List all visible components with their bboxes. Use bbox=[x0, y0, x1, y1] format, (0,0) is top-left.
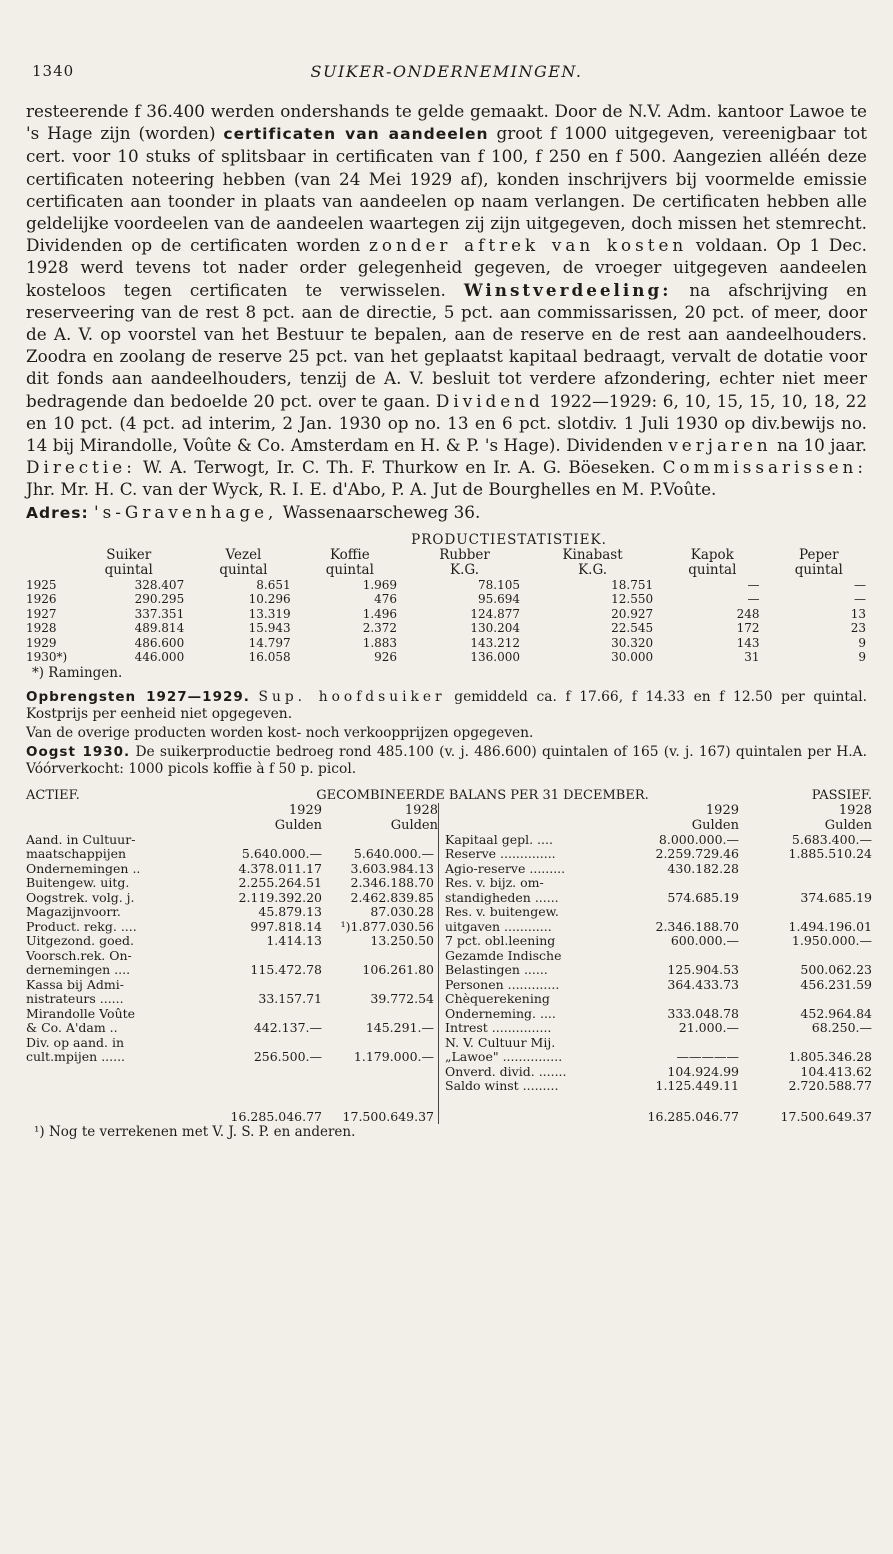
opbrengsten-label: Opbrengsten 1927—1929. bbox=[26, 688, 250, 705]
passief-1928: 2.720.588.77 bbox=[788, 1078, 872, 1094]
actief-1928: ¹)1.877.030.56 bbox=[322, 920, 439, 935]
balance-row bbox=[26, 876, 872, 891]
prod-value: 1.496 bbox=[362, 606, 398, 621]
overige-para: Van de overige producten worden kost- noch verkoopprijzen opgegeven. bbox=[26, 724, 534, 741]
page-header bbox=[26, 52, 867, 100]
paragraph-main: resteerende f 36.400 werden ondershands te gelde gemaakt. Door de N.V. Adm. kantoor Lawoe te 's Hage zijn (worden) certificaten van aandeelen groot f 1000 uitgegeven, vereenigbaar tot cert. voor 10 stuks of splitsbaar in certificaten van f 100, f 250 en f 500. Aangezien alléén deze certificaten noteering hebben (van 24 Mei 1929 af), konden inschrijvers bij voormelde emissie certificaten aan toonder in plaats van aandeelen op naam verlangen. De certificaten hebben alle geldelijke voordeelen van de aandeelen waartegen zij zijn uitgegeven, doch missen het stemrecht. Dividenden op de certificaten worden zonder aftrek van kosten voldaan. Op 1 Dec. 1928 werd tevens tot nader order gelegenheid gegeven, de vroeger uitgegeven aandeelen kosteloos tegen certificaten te verwisselen. Winstverdeeling: na afschrijving en reserveering van de rest 8 pct. aan de directie, 5 pct. aan commissarissen, 20 pct. of meer, door de A. V. op voorstel van het Bestuur te bepalen, aan de reserve en de rest aan aandeelhouders. Zoodra en zoolang de reserve 25 pct. van het geplaatst kapitaal bedraagt, vervalt de dotatie voor dit fonds aan aandeelhouders, tenzij de A. V. besluit tot verdere afzondering, echter niet meer bedragende dan bedoelde 20 pct. over te gaan. Dividend 1922—1929: 6, 10, 15, 15, 10, 18, 22 en 10 pct. (4 pct. ad interim, 2 Jan. 1930 op no. 13 en 6 pct. slotdiv. 1 Juli 1930 op div.bewijs no. 14 bij Mirandolle, Voûte & Co. Amsterdam en H. & P. 's Hage). Dividenden verjaren na 10 jaar. Directie: W. A. Terwogt, Ir. C. Th. F. Thurkow en Ir. A. G. Böeseken. Commissarissen: Jhr. Mr. H. C. van der Wyck, R. I. E. d'Abo, P. A. Jut de Bourghelles en M. P.Voûte. bbox=[26, 101, 868, 500]
production-table bbox=[26, 532, 872, 665]
actief-1929 bbox=[226, 949, 322, 964]
balance-row bbox=[26, 1079, 872, 1094]
prod-year: 1926 bbox=[26, 592, 57, 607]
passief-1928 bbox=[739, 876, 872, 891]
actief-item: maatschappijen bbox=[26, 846, 127, 862]
actief-1928: 2.462.839.85 bbox=[322, 891, 439, 906]
oogst-para: Oogst 1930. De suikerproductie bedroeg rond 485.100 (v. j. 486.600) quintalen of 165 (v. j. 167) quintalen per H.A. Vóórverkocht: 1000 picols koffie à f 50 p. picol. bbox=[26, 743, 867, 777]
passief-item: Intrest ............... bbox=[445, 1020, 552, 1036]
actief-item: Oogstrek. volg. j. bbox=[26, 889, 135, 905]
passief-1929 bbox=[627, 876, 739, 891]
bold-phrase: certificaten van aandeelen bbox=[223, 125, 489, 144]
actief-1929: 2.119.392.20 bbox=[238, 889, 322, 905]
prod-value: 31 bbox=[744, 650, 760, 665]
passief-1929: 2.346.188.70 bbox=[655, 918, 739, 934]
balance-row bbox=[26, 891, 872, 906]
actief-1928 bbox=[322, 833, 439, 848]
passief-1928 bbox=[739, 992, 872, 1007]
passief-item: Reserve .............. bbox=[445, 846, 556, 862]
commissarissen-label: Commissarissen: bbox=[662, 457, 867, 478]
passief-item: Saldo winst ......... bbox=[445, 1078, 559, 1094]
opbrengsten-para: Opbrengsten 1927—1929. Sup. hoofdsuiker gemiddeld ca. f 17.66, f 14.33 en f 12.50 per quintal. Kostprijs per eenheid niet opgegeven. bbox=[26, 688, 867, 722]
actief-1928 bbox=[322, 1079, 439, 1094]
prod-col-unit: quintal bbox=[794, 561, 843, 578]
passief-item: uitgaven ............ bbox=[445, 918, 552, 934]
prod-value: 13 bbox=[850, 606, 866, 621]
adres-label: Adres: bbox=[26, 503, 89, 522]
prod-value: 20.927 bbox=[611, 606, 654, 621]
actief-1929 bbox=[226, 1036, 322, 1051]
passief-label: PASSIEF. bbox=[811, 787, 872, 803]
actief-item: Div. op aand. in bbox=[26, 1034, 124, 1050]
prod-row bbox=[26, 636, 872, 651]
prod-value: 248 bbox=[736, 606, 760, 621]
prod-value: 290.295 bbox=[134, 592, 185, 607]
balance-row bbox=[26, 847, 872, 862]
balance-row bbox=[26, 1065, 872, 1080]
actief-1929 bbox=[226, 978, 322, 993]
adres-city: 's-Gravenhage, bbox=[94, 501, 278, 522]
prod-value: — bbox=[747, 577, 760, 592]
passief-item: Chèquerekening bbox=[445, 991, 550, 1007]
prod-row bbox=[26, 592, 872, 607]
actief-1929 bbox=[226, 833, 322, 848]
passief-1928 bbox=[739, 905, 872, 920]
prod-year: 1930*) bbox=[26, 650, 68, 665]
passief-1928: 456.231.59 bbox=[800, 976, 872, 992]
balance-row bbox=[26, 992, 872, 1007]
actief-1928 bbox=[322, 1007, 439, 1022]
actief-item: Magazijnvoorr. bbox=[26, 904, 121, 920]
prod-col-name: Peper bbox=[798, 546, 839, 563]
prod-year: 1925 bbox=[26, 577, 57, 592]
prod-value: 78.105 bbox=[478, 577, 521, 592]
actief-1928 bbox=[322, 1036, 439, 1051]
directie-label: Directie: bbox=[26, 457, 136, 478]
production-title: PRODUCTIESTATISTIEK. bbox=[411, 531, 607, 548]
actief-item: Voorsch.rek. On- bbox=[26, 947, 132, 963]
passief-1928 bbox=[739, 1036, 872, 1051]
actief-1929: 33.157.71 bbox=[258, 991, 322, 1007]
prod-value: 30.320 bbox=[611, 635, 654, 650]
actief-item: & Co. A'dam .. bbox=[26, 1020, 118, 1036]
actief-item: Aand. in Cultuur- bbox=[26, 831, 136, 847]
prod-value: 14.797 bbox=[248, 635, 291, 650]
balance-row bbox=[26, 920, 872, 935]
prod-year: 1928 bbox=[26, 621, 57, 636]
actief-1928: 1.179.000.— bbox=[322, 1050, 439, 1065]
actief-1929 bbox=[226, 1079, 322, 1094]
passief-1928: 68.250.— bbox=[811, 1020, 872, 1036]
actief-item: Kassa bij Admi- bbox=[26, 976, 124, 992]
prod-value: — bbox=[854, 577, 866, 592]
actief-1929: 45.879.13 bbox=[258, 904, 322, 920]
prod-value: 10.296 bbox=[248, 592, 291, 607]
actief-1928: 5.640.000.— bbox=[322, 847, 439, 862]
prod-value: 8.651 bbox=[256, 577, 291, 592]
passief-1929: 8.000.000.— bbox=[658, 831, 739, 847]
passief-item: Gezamde Indische bbox=[445, 947, 562, 963]
actief-1929: 1.414.13 bbox=[266, 933, 322, 949]
actief-1929: 256.500.— bbox=[253, 1049, 322, 1065]
spaced-phrase: zonder aftrek van kosten bbox=[369, 235, 688, 256]
prod-value: 9 bbox=[858, 635, 866, 650]
prod-value: — bbox=[747, 592, 760, 607]
passief-1928: 104.413.62 bbox=[800, 1063, 872, 1079]
passief-1929: 1.125.449.11 bbox=[655, 1078, 739, 1094]
total-passief-1929: 16.285.046.77 bbox=[647, 1108, 739, 1124]
passief-1928: 1.805.346.28 bbox=[788, 1049, 872, 1065]
prod-col-name: Kapok bbox=[690, 546, 734, 563]
passief-item: Kapitaal gepl. .... bbox=[445, 831, 553, 847]
actief-item: Mirandolle Voûte bbox=[26, 1005, 136, 1021]
prod-value: 15.943 bbox=[248, 621, 291, 636]
balance-title: GECOMBINEERDE BALANS PER 31 DECEMBER. bbox=[316, 787, 649, 803]
actief-item: nistrateurs ...... bbox=[26, 991, 124, 1007]
passief-item: standigheden ...... bbox=[445, 889, 559, 905]
prod-value: 124.877 bbox=[470, 606, 521, 621]
prod-value: 22.545 bbox=[611, 621, 654, 636]
balance-footnote: ¹) Nog te verrekenen met V. J. S. P. en anderen. bbox=[34, 1124, 356, 1141]
passief-1929: ————— bbox=[676, 1049, 739, 1065]
balance-totals bbox=[26, 1094, 872, 1125]
prod-value: 13.319 bbox=[248, 606, 291, 621]
prod-value: — bbox=[854, 592, 866, 607]
actief-1928: 13.250.50 bbox=[322, 934, 439, 949]
prod-value: 95.694 bbox=[478, 592, 521, 607]
actief-1929: 115.472.78 bbox=[250, 962, 322, 978]
prod-value: 1.883 bbox=[362, 635, 398, 650]
oogst-label: Oogst 1930. bbox=[26, 743, 131, 760]
total-actief-1929: 16.285.046.77 bbox=[230, 1108, 322, 1124]
prod-col-unit: quintal bbox=[325, 561, 374, 578]
actief-item: Product. rekg. .... bbox=[26, 918, 137, 934]
prod-row bbox=[26, 578, 872, 593]
prod-col-name: Rubber bbox=[439, 546, 490, 563]
balance-row bbox=[26, 949, 872, 964]
passief-1929: 430.182.28 bbox=[667, 860, 739, 876]
passief-1928: 374.685.19 bbox=[800, 889, 872, 905]
passief-item: Agio-reserve ......... bbox=[445, 860, 566, 876]
actief-1928: 39.772.54 bbox=[322, 992, 439, 1007]
passief-1929: 333.048.78 bbox=[667, 1005, 739, 1021]
passief-1929 bbox=[627, 992, 739, 1007]
prod-col-unit: quintal bbox=[219, 561, 268, 578]
prod-row bbox=[26, 607, 872, 622]
prod-row bbox=[26, 650, 872, 665]
prod-year: 1927 bbox=[26, 606, 57, 621]
actief-1928 bbox=[322, 949, 439, 964]
prod-value: 2.372 bbox=[362, 621, 398, 636]
prod-value: 9 bbox=[858, 650, 866, 665]
passief-1928: 1.885.510.24 bbox=[788, 846, 872, 862]
balance-table: ACTIEF. GECOMBINEERDE BALANS PER 31 DECEMBER. PASSIEF. 1929 1928 1929 1928 Gulden Gulden Gulden Gulden Aand. in Cultuur- Kapitaal gepl. .... 8.000.000.— 5.683.400.— maatschappijen 5.640.000.— 5.640.000.— Reserve .............. 2.259.729.46 1.885.510.24 Ondernemingen .. 4.378.011.17 3.603.984.13 Agio-reserve ......... 430.182.28 Buitengew. uitg. 2.255.264.51 2.346.188.70 Res. v. bijz. om- Oogstrek. volg. j. 2.119.392.20 2.462.839.85 standigheden ...... 574.685.19 374.685.19 Magazijnvoorr. 45.879.13 87.030.28 Res. v. buitengew. Product. rekg. .... 997.818.14 ¹)1.877.030.56 uitgaven ............ 2.346.188.70 1.494.196.01 Uitgezond. goed. 1.414.13 13.250.50 7 pct. obl.leening 600.000.— 1.950.000.— Voorsch.rek. On- Gezamde Indische dernemingen .... 115.472.78 106.261.80 Belastingen ...... 125.904.53 500.062.23 Kassa bij Admi- Personen ............. 364.433.73 456.231.59 nistrateurs ...... 33.157.71 39.772.54 Chèquerekening Mirandolle Voûte Onderneming. .... 333.048.78 452.964.84 & Co. A'dam .. 442.137.— 145.291.— Intrest ............... 21.000.— 68.250.— Div. op aand. in N. V. Cultuur Mij. cult.mpijen ...... 256.500.— 1.179.000.— „Lawoe" ............... ————— 1.805.346.28 Onverd. divid. ....... 104.924.99 104.413.62 Saldo winst ......... 1.125.449.11 2.720.588.77 16.285.046.77 17.500.649.37 16.285.046.77 17.500.649.37 bbox=[26, 787, 872, 1124]
prod-value: 136.000 bbox=[470, 650, 521, 665]
passief-item: Belastingen ...... bbox=[445, 962, 548, 978]
passief-item: N. V. Cultuur Mij. bbox=[445, 1034, 556, 1050]
passief-1929 bbox=[627, 949, 739, 964]
passief-1929: 364.433.73 bbox=[667, 976, 739, 992]
actief-1928: 87.030.28 bbox=[322, 905, 439, 920]
balance-row bbox=[26, 1050, 872, 1065]
prod-value: 16.058 bbox=[248, 650, 291, 665]
prod-value: 926 bbox=[374, 650, 398, 665]
prod-col-unit: K.G. bbox=[450, 561, 480, 578]
actief-1928 bbox=[322, 1065, 439, 1080]
actief-item bbox=[26, 1065, 226, 1080]
prod-value: 23 bbox=[850, 621, 866, 636]
passief-1929: 125.904.53 bbox=[667, 962, 739, 978]
prod-value: 130.204 bbox=[470, 621, 521, 636]
prod-value: 476 bbox=[374, 592, 398, 607]
passief-1928: 1.494.196.01 bbox=[788, 918, 872, 934]
winst-label: Winstverdeeling: bbox=[463, 279, 672, 300]
prod-value: 489.814 bbox=[134, 621, 185, 636]
actief-1929 bbox=[226, 1065, 322, 1080]
actief-item: dernemingen .... bbox=[26, 962, 131, 978]
running-title: SUIKER-ONDERNEMINGEN. bbox=[310, 62, 583, 81]
prod-value: 1.969 bbox=[362, 577, 398, 592]
balance-row bbox=[26, 963, 872, 978]
passief-1929: 104.924.99 bbox=[667, 1063, 739, 1079]
passief-item: Res. v. buitengew. bbox=[445, 904, 559, 920]
balance-row bbox=[26, 1021, 872, 1036]
passief-1929: 21.000.— bbox=[678, 1020, 739, 1036]
prod-value: 328.407 bbox=[134, 577, 185, 592]
prod-col-name: Vezel bbox=[225, 546, 262, 563]
passief-1928: 500.062.23 bbox=[800, 962, 872, 978]
passief-1928: 5.683.400.— bbox=[791, 831, 872, 847]
balance-row bbox=[26, 833, 872, 848]
passief-1929: 574.685.19 bbox=[667, 889, 739, 905]
passief-1928 bbox=[739, 949, 872, 964]
verjaren-label: verjaren bbox=[668, 435, 772, 456]
balance-row bbox=[26, 978, 872, 993]
actief-1929: 442.137.— bbox=[253, 1020, 322, 1036]
prod-value: 30.000 bbox=[611, 650, 654, 665]
prod-value: 18.751 bbox=[611, 577, 654, 592]
actief-1929 bbox=[226, 1007, 322, 1022]
passief-1929: 2.259.729.46 bbox=[655, 846, 739, 862]
balance-row bbox=[26, 934, 872, 949]
actief-label: ACTIEF. bbox=[26, 787, 80, 803]
actief-1928 bbox=[322, 978, 439, 993]
passief-1929 bbox=[627, 905, 739, 920]
total-passief-1928: 17.500.649.37 bbox=[780, 1108, 872, 1124]
prod-value: 143 bbox=[736, 635, 760, 650]
prod-value: 143.212 bbox=[470, 635, 521, 650]
prod-row bbox=[26, 621, 872, 636]
actief-1929: 5.640.000.— bbox=[241, 846, 322, 862]
prod-value: 12.550 bbox=[611, 592, 654, 607]
dividend-label: Dividend bbox=[435, 390, 544, 411]
actief-1929: 4.378.011.17 bbox=[238, 860, 322, 876]
prod-year: 1929 bbox=[26, 635, 57, 650]
total-actief-1928: 17.500.649.37 bbox=[322, 1094, 439, 1125]
prod-value: 486.600 bbox=[134, 635, 185, 650]
prod-col-name: Kinabast bbox=[562, 546, 623, 563]
passief-item: Personen ............. bbox=[445, 976, 560, 992]
prod-col-name: Suiker bbox=[106, 546, 152, 563]
prod-value: 446.000 bbox=[134, 650, 185, 665]
actief-item: Uitgezond. goed. bbox=[26, 933, 134, 949]
actief-1929: 2.255.264.51 bbox=[238, 875, 322, 891]
page-number: 1340 bbox=[32, 62, 75, 80]
passief-1928: 452.964.84 bbox=[800, 1005, 872, 1021]
actief-item bbox=[26, 1079, 226, 1094]
balance-row bbox=[26, 1007, 872, 1022]
actief-1928: 2.346.188.70 bbox=[322, 876, 439, 891]
address-line bbox=[26, 501, 867, 524]
adres-street: Wassenaarscheweg 36. bbox=[277, 501, 481, 522]
actief-item: Buitengew. uitg. bbox=[26, 875, 130, 891]
passief-1928: 1.950.000.— bbox=[791, 933, 872, 949]
actief-1928: 3.603.984.13 bbox=[322, 862, 439, 877]
passief-item: Onderneming. .... bbox=[445, 1005, 556, 1021]
prod-col-unit: K.G. bbox=[578, 561, 608, 578]
passief-item: Onverd. divid. ....... bbox=[445, 1063, 567, 1079]
actief-1928: 145.291.— bbox=[322, 1021, 439, 1036]
prod-col-unit: quintal bbox=[688, 561, 737, 578]
prod-col-name: Koffie bbox=[329, 546, 370, 563]
prod-value: 337.351 bbox=[134, 606, 185, 621]
notes-block bbox=[26, 689, 867, 778]
actief-1928: 106.261.80 bbox=[322, 963, 439, 978]
production-note: *) Ramingen. bbox=[32, 664, 123, 681]
prod-value: 172 bbox=[736, 621, 760, 636]
balance-row bbox=[26, 1036, 872, 1051]
passief-item: Res. v. bijz. om- bbox=[445, 875, 544, 891]
passief-item: 7 pct. obl.leening bbox=[445, 933, 556, 949]
prod-col-unit: quintal bbox=[104, 561, 153, 578]
passief-1929: 600.000.— bbox=[670, 933, 739, 949]
passief-item: „Lawoe" ............... bbox=[445, 1049, 563, 1065]
actief-item: Ondernemingen .. bbox=[26, 860, 141, 876]
body-text bbox=[26, 100, 867, 524]
balance-row bbox=[26, 905, 872, 920]
balance-row bbox=[26, 862, 872, 877]
actief-item: cult.mpijen ...... bbox=[26, 1049, 126, 1065]
actief-1929: 997.818.14 bbox=[250, 918, 322, 934]
passief-1929 bbox=[627, 1036, 739, 1051]
passief-1928 bbox=[739, 862, 872, 877]
